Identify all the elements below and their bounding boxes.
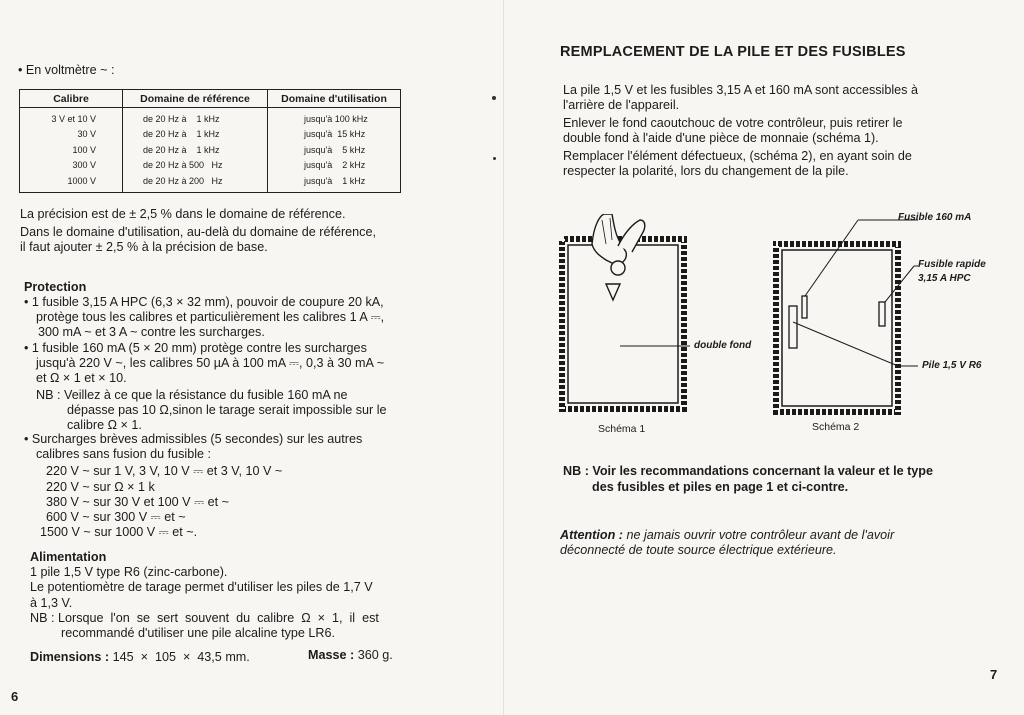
precision-line: Dans le domaine d'utilisation, au-delà du domaine de référence, — [20, 225, 376, 239]
dimensions-value: 145 × 105 × 43,5 mm. — [112, 650, 250, 664]
alimentation-line: recommandé d'utiliser une pile alcaline type LR6. — [61, 626, 336, 640]
protection-title: Protection — [24, 280, 87, 294]
table-cell: 1000 V — [67, 175, 96, 186]
calibre-table — [19, 89, 401, 193]
protection-line: 300 mA ~ et 3 A ~ contre les surcharges. — [38, 325, 265, 339]
protection-line: calibres sans fusion du fusible : — [36, 447, 212, 461]
dimensions-label: Dimensions : — [30, 650, 110, 664]
double-fond-label: double fond — [694, 340, 752, 351]
voltmeter-header: • En voltmètre ~ : — [18, 63, 115, 77]
page-number-right: 7 — [990, 667, 998, 682]
nb-note-line: NB : Voir les recommandations concernant la valeur et le type — [563, 464, 933, 478]
calibre-column — [20, 108, 123, 193]
schema-2-diagram — [768, 210, 918, 420]
nb-line: dépasse pas 10 Ω,sinon le tarage serait impossible sur le — [67, 403, 387, 417]
dimensions — [30, 650, 250, 666]
schema-2-caption: Schéma 2 — [812, 421, 860, 433]
rubber-frame-2 — [776, 244, 898, 412]
table-cell: 100 V — [72, 144, 96, 155]
attention-text: ne jamais ouvrir votre contrôleur avant de l'avoir — [626, 528, 895, 542]
nb-note-line: des fusibles et piles en page 1 et ci-contre. — [592, 480, 849, 494]
intro-line: La pile 1,5 V et les fusibles 3,15 A et 160 mA sont accessibles à — [563, 83, 918, 97]
page-number-left: 6 — [11, 689, 19, 704]
table-header-utilisation: Domaine d'utilisation — [268, 90, 401, 108]
surcharge-line: 220 V ~ sur Ω × 1 k — [46, 480, 155, 494]
protection-line: • 1 fusible 160 mA (5 × 20 mm) protège contre les surcharges — [24, 341, 367, 355]
surcharge-line: 1500 V ~ sur 1000 V ⎓ et ~. — [40, 525, 198, 539]
table-cell: de 20 Hz à 1 kHz — [143, 129, 220, 140]
section-title: REMPLACEMENT DE LA PILE ET DES FUSIBLES — [560, 44, 906, 60]
precision-line: La précision est de ± 2,5 % dans le domaine de référence. — [20, 207, 346, 221]
fast-fuse-label-2: 3,15 A HPC — [918, 273, 971, 284]
masse-value: 360 g. — [357, 648, 393, 662]
table-cell: jusqu'à 5 kHz — [304, 144, 366, 155]
nb-line: NB : Veillez à ce que la résistance du fusible 160 mA ne — [36, 388, 348, 402]
surcharge-line: 380 V ~ sur 30 V et 100 V ⎓ et ~ — [46, 495, 229, 509]
attention-line-2: déconnecté de toute source électrique extérieure. — [560, 543, 837, 557]
attention-label: Attention : — [560, 528, 623, 542]
attention-line-1 — [560, 528, 894, 544]
margin-mark — [493, 157, 496, 160]
alimentation-line: NB : Lorsque l'on se sert souvent du calibre Ω × 1, il est — [30, 611, 379, 625]
precision-line: il faut ajouter ± 2,5 % à la précision de base. — [20, 240, 268, 254]
alimentation-line: Le potentiomètre de tarage permet d'utiliser les piles de 1,7 V — [30, 580, 373, 594]
fast-fuse-icon — [879, 302, 885, 326]
alimentation-title: Alimentation — [30, 550, 107, 564]
table-cell: 30 V — [77, 129, 96, 140]
table-cell: de 20 Hz à 200 Hz — [143, 175, 223, 186]
protection-line: et Ω × 1 et × 10. — [36, 371, 127, 385]
nb-line: calibre Ω × 1. — [67, 418, 142, 432]
table-cell: 300 V — [72, 160, 96, 171]
utilisation-column — [268, 108, 401, 193]
schema-1-diagram — [554, 214, 694, 414]
reference-column — [123, 108, 268, 193]
table-header-reference: Domaine de référence — [123, 90, 268, 108]
schema-1-caption: Schéma 1 — [598, 423, 646, 435]
intro-line: Remplacer l'élément défectueux, (schéma 2), en ayant soin de — [563, 149, 912, 163]
table-header-calibre: Calibre — [20, 90, 123, 108]
battery-label: Pile 1,5 V R6 — [922, 360, 982, 371]
surcharge-line: 600 V ~ sur 300 V ⎓ et ~ — [46, 510, 186, 524]
table-cell: jusqu'à 1 kHz — [304, 175, 366, 186]
fast-fuse-label-1: Fusible rapide — [918, 259, 986, 270]
battery-icon — [789, 306, 797, 348]
left-page — [0, 0, 505, 715]
protection-line: • 1 fusible 3,15 A HPC (6,3 × 32 mm), pouvoir de coupure 20 kA, — [24, 295, 384, 309]
protection-line: jusqu'à 220 V ~, les calibres 50 µA à 100 mA ⎓, 0,3 à 30 mA ~ — [36, 356, 385, 370]
right-page — [510, 0, 1024, 715]
intro-line: respecter la polarité, lors du changement de la pile. — [563, 164, 849, 178]
alimentation-line: 1 pile 1,5 V type R6 (zinc-carbone). — [30, 565, 228, 579]
protection-line: • Surcharges brèves admissibles (5 secondes) sur les autres — [24, 432, 363, 446]
table-cell: de 20 Hz à 1 kHz — [143, 144, 220, 155]
masse-label: Masse : — [308, 648, 355, 662]
arrow-down-icon — [606, 284, 620, 300]
table-cell: jusqu'à 2 kHz — [304, 160, 366, 171]
intro-line: l'arrière de l'appareil. — [563, 98, 680, 112]
intro-line: double fond à l'aide d'une pièce de monnaie (schéma 1). — [563, 131, 879, 145]
hand-with-coin-icon — [592, 214, 645, 275]
table-cell: jusqu'à 100 kHz — [304, 114, 368, 124]
masse — [308, 648, 393, 664]
intro-line: Enlever le fond caoutchouc de votre contrôleur, puis retirer le — [563, 116, 903, 130]
alimentation-line: à 1,3 V. — [30, 596, 73, 610]
table-cell: de 20 Hz à 1 kHz — [143, 114, 220, 124]
table-cell: 3 V et 10 V — [51, 114, 96, 124]
table-cell: jusqu'à 15 kHz — [304, 129, 366, 140]
surcharge-line: 220 V ~ sur 1 V, 3 V, 10 V ⎓ et 3 V, 10 V ~ — [46, 464, 283, 478]
table-cell: de 20 Hz à 500 Hz — [143, 160, 223, 171]
fuse-160ma-icon — [802, 296, 807, 318]
margin-mark — [492, 96, 496, 100]
protection-line: protège tous les calibres et particulièrement les calibres 1 A ⎓, — [36, 310, 385, 324]
fuse-160ma-label: Fusible 160 mA — [898, 212, 972, 223]
